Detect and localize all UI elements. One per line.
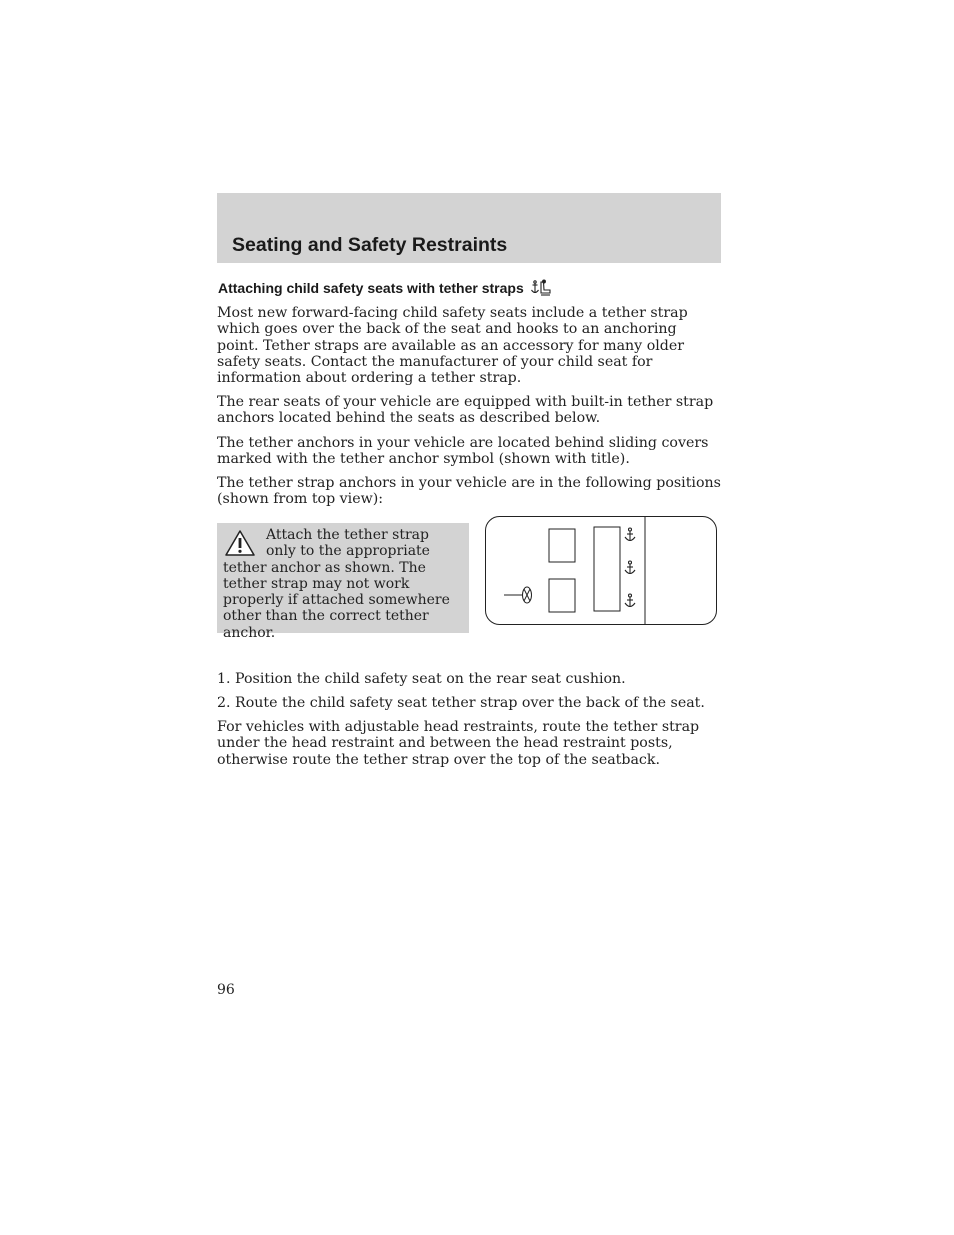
tether-anchor-child-seat-icon <box>530 279 552 297</box>
warning-text: Attach the tether strap only to the appropriate tether anchor as shown. The tether strap may not work properly if attached somewhere other than the correct tether anchor. <box>223 527 450 641</box>
warning-box <box>217 523 469 641</box>
page-number: 96 <box>217 982 235 998</box>
paragraph-head-restraints: For vehicles with adjustable head restraints, route the tether strap under the head restraint and between the head restraint posts, otherwise route the tether strap over the top of the seatback. <box>217 719 700 768</box>
vehicle-outline <box>486 517 717 625</box>
anchor-icon-3 <box>625 594 635 607</box>
paragraph-intro: Most new forward-facing child safety seats include a tether strap which goes over the back of the seat and hooks to an anchoring point. Tether straps are available as an accessory for many older safety seats. Contact the manufacturer of your child seat for information about ordering a tether strap. <box>217 305 688 387</box>
steering-wheel-icon <box>504 587 532 603</box>
front-left-seat <box>549 529 575 562</box>
step-1: 1. Position the child safety seat on the rear seat cushion. <box>217 671 626 687</box>
tether-anchor-diagram <box>484 515 720 629</box>
paragraph-rear-seats: The rear seats of your vehicle are equipped with built-in tether strap anchors located behind the seats as described below. <box>217 394 714 427</box>
anchor-icon-2 <box>625 561 635 574</box>
front-right-seat <box>549 579 575 612</box>
anchor-icon-1 <box>625 528 635 541</box>
rear-bench-seat <box>594 527 620 611</box>
section-header-band <box>217 193 721 263</box>
paragraph-covers: The tether anchors in your vehicle are located behind sliding covers marked with the tether anchor symbol (shown with title). <box>217 435 709 468</box>
section-heading <box>218 279 552 297</box>
paragraph-positions: The tether strap anchors in your vehicle are in the following positions (shown from top view): <box>217 475 721 508</box>
step-2: 2. Route the child safety seat tether strap over the back of the seat. <box>217 695 705 711</box>
page-title: Seating and Safety Restraints <box>232 234 508 256</box>
section-heading-text: Attaching child safety seats with tether straps <box>218 280 524 296</box>
warning-text-container <box>223 527 463 641</box>
